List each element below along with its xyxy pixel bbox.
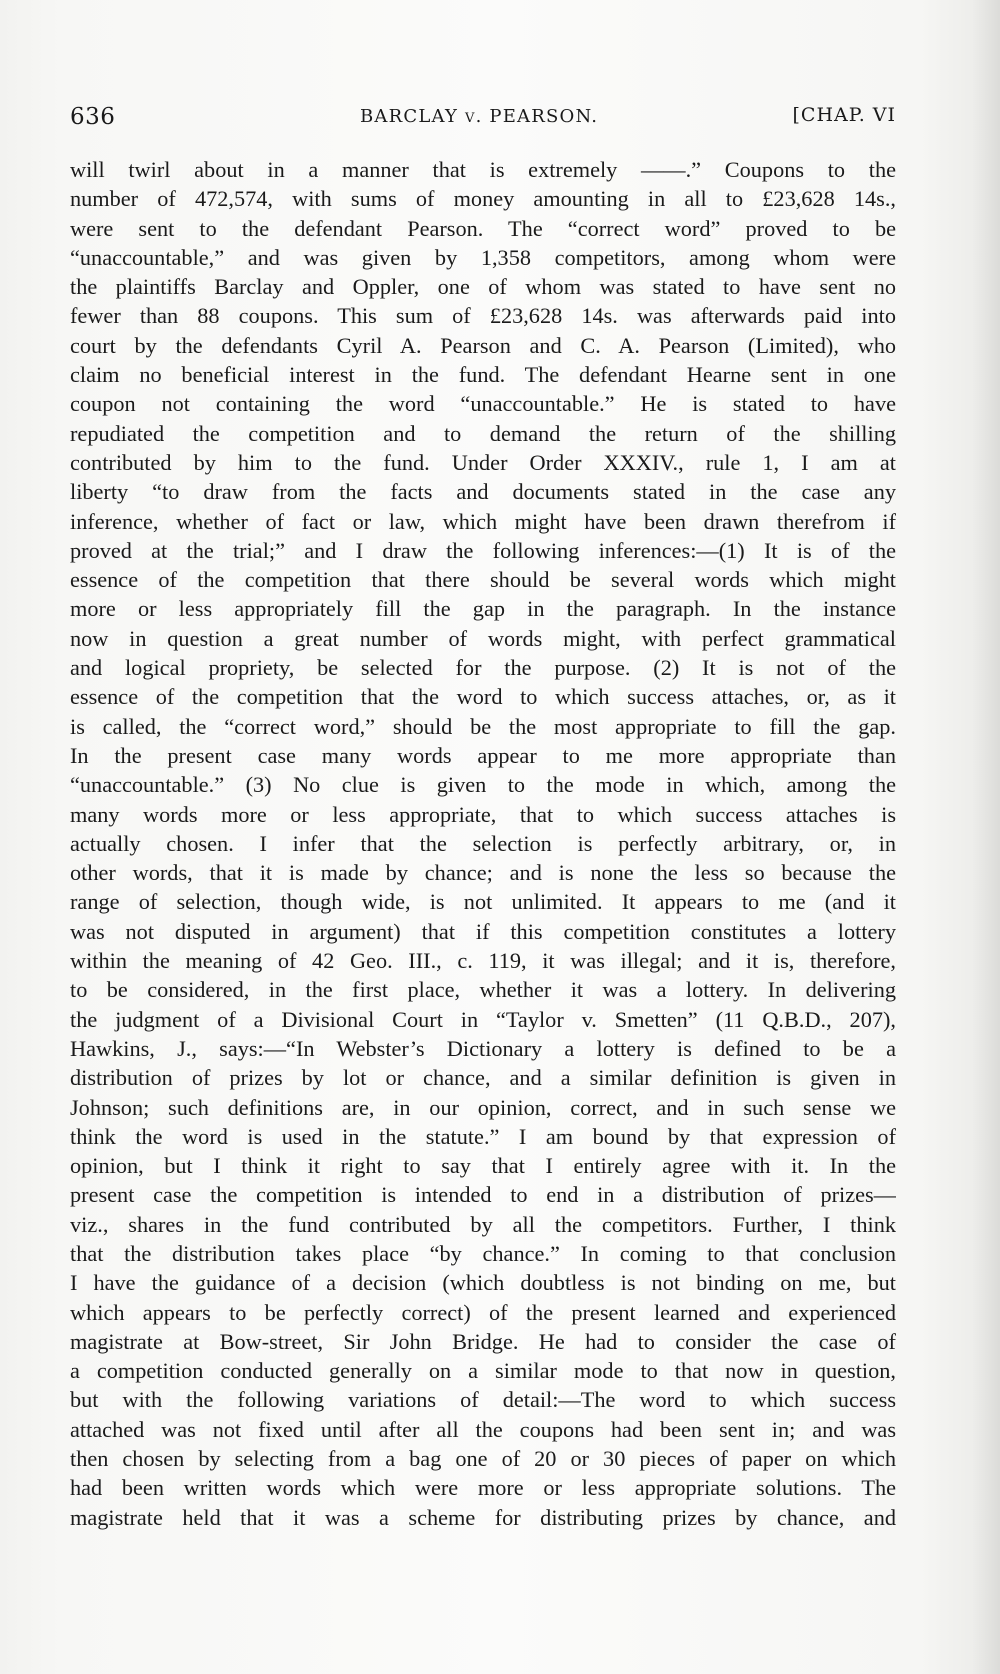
text-line: were sent to the defendant Pearson. The “correct word” proved to be	[70, 215, 896, 241]
text-line: “unaccountable.” (3) No clue is given to the mode in which, among the	[70, 772, 896, 798]
text-line: Hawkins, J., says:—“In Webster’s Dictionary a lottery is defined to be a	[70, 1035, 896, 1061]
text-line: the judgment of a Divisional Court in “Taylor v. Smetten” (11 Q.B.D., 207),	[70, 1006, 896, 1032]
text-line: opinion, but I think it right to say that I entirely agree with it. In the	[70, 1153, 896, 1179]
text-line: magistrate held that it was a scheme for distributing prizes by chance, and	[70, 1504, 896, 1530]
text-line: contributed by him to the fund. Under Order XXXIV., rule 1, I am at	[70, 449, 896, 475]
text-line: and logical propriety, be selected for the purpose. (2) It is not of the	[70, 655, 896, 681]
text-line: I have the guidance of a decision (which doubtless is not binding on me, but	[70, 1270, 896, 1296]
text-line: viz., shares in the fund contributed by all the competitors. Further, I think	[70, 1211, 896, 1237]
text-line: then chosen by selecting from a bag one of 20 or 30 pieces of paper on which	[70, 1446, 896, 1472]
text-line: a competition conducted generally on a similar mode to that now in question,	[70, 1358, 896, 1384]
text-line: attached was not fixed until after all the coupons had been sent in; and was	[70, 1416, 896, 1442]
body-text	[70, 155, 896, 1532]
text-line: was not disputed in argument) that if this competition constitutes a lottery	[70, 918, 896, 944]
running-header	[70, 104, 896, 134]
text-line: repudiated the competition and to demand the return of the shilling	[70, 420, 896, 446]
text-line: magistrate at Bow-street, Sir John Bridge. He had to consider the case of	[70, 1328, 896, 1354]
text-line: is called, the “correct word,” should be the most appropriate to fill the gap.	[70, 713, 896, 739]
text-line: claim no beneficial interest in the fund. The defendant Hearne sent in one	[70, 362, 896, 388]
text-line: other words, that it is made by chance; and is none the less so because the	[70, 860, 896, 886]
text-line: distribution of prizes by lot or chance, and a similar definition is given in	[70, 1065, 896, 1091]
text-line: now in question a great number of words might, with perfect grammatical	[70, 625, 896, 651]
text-line: within the meaning of 42 Geo. III., c. 119, it was illegal; and it is, therefore,	[70, 948, 896, 974]
text-line: number of 472,574, with sums of money amounting in all to £23,628 14s.,	[70, 186, 896, 212]
page-number: 636	[70, 104, 116, 130]
text-line: had been written words which were more or less appropriate solutions. The	[70, 1475, 896, 1501]
text-line: Johnson; such definitions are, in our opinion, correct, and in such sense we	[70, 1094, 896, 1120]
text-line: court by the defendants Cyril A. Pearson and C. A. Pearson (Limited), who	[70, 332, 896, 358]
text-line: “unaccountable,” and was given by 1,358 competitors, among whom were	[70, 244, 896, 270]
text-line: present case the competition is intended to end in a distribution of prizes—	[70, 1182, 896, 1208]
text-line: the plaintiffs Barclay and Oppler, one of whom was stated to have sent no	[70, 274, 896, 300]
text-line: essence of the competition that there should be several words which might	[70, 567, 896, 593]
text-line: will twirl about in a manner that is extremely ——.” Coupons to the	[70, 157, 896, 182]
running-title: BARCLAY v. PEARSON.	[360, 106, 599, 127]
text-line: proved at the trial;” and I draw the following inferences:—(1) It is of the	[70, 537, 896, 563]
text-line: more or less appropriately fill the gap in the paragraph. In the instance	[70, 596, 896, 622]
text-line: actually chosen. I infer that the selection is perfectly arbitrary, or, in	[70, 830, 896, 856]
text-line: fewer than 88 coupons. This sum of £23,628 14s. was afterwards paid into	[70, 303, 896, 329]
text-line: which appears to be perfectly correct) of the present learned and experienced	[70, 1299, 896, 1325]
text-line: that the distribution takes place “by chance.” In coming to that conclusion	[70, 1240, 896, 1266]
text-line: essence of the competition that the word to which success attaches, or, as it	[70, 684, 896, 710]
text-line: but with the following variations of detail:—The word to which success	[70, 1387, 896, 1413]
text-line: coupon not containing the word “unaccountable.” He is stated to have	[70, 391, 896, 417]
text-line: In the present case many words appear to me more appropriate than	[70, 742, 896, 768]
chapter-reference: [CHAP. VI	[792, 104, 896, 126]
text-line: inference, whether of fact or law, which might have been drawn therefrom if	[70, 508, 896, 534]
text-line: range of selection, though wide, is not unlimited. It appears to me (and it	[70, 889, 896, 915]
text-line: many words more or less appropriate, that to which success attaches is	[70, 801, 896, 827]
text-line: to be considered, in the first place, whether it was a lottery. In delivering	[70, 977, 896, 1003]
text-line: liberty “to draw from the facts and documents stated in the case any	[70, 479, 896, 505]
text-line: think the word is used in the statute.” I am bound by that expression of	[70, 1123, 896, 1149]
page-edge-shadow	[972, 0, 1000, 1674]
